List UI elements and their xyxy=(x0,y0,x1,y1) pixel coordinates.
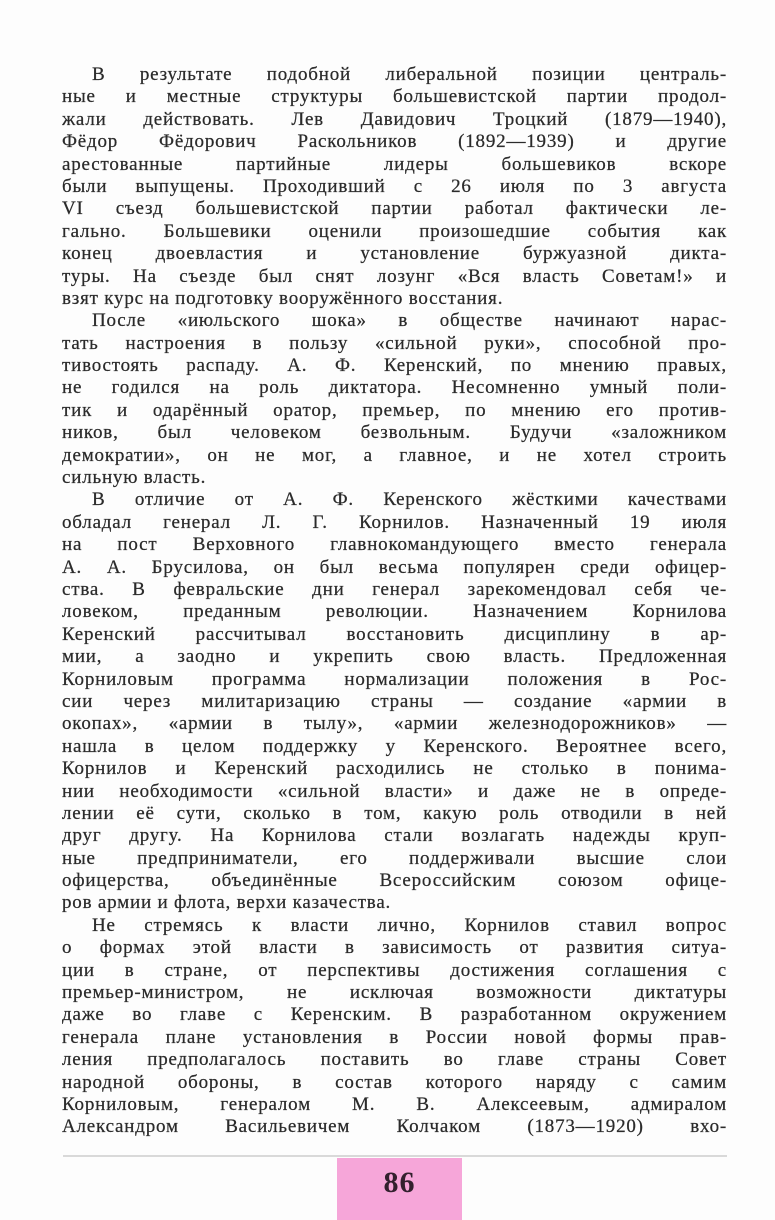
text-line: гально. Большевики оценили произошедшие события как xyxy=(62,220,727,242)
footer-divider xyxy=(63,1155,727,1157)
text-line: ные предприниматели, его поддерживали высшие слои xyxy=(62,847,727,869)
text-line: VI съезд большевистской партии работал фактически ле- xyxy=(62,198,727,220)
text-line: ловеком, преданным революции. Назначением Корнилова xyxy=(62,601,727,623)
text-line: ции в стране, от перспективы достижения соглашения с xyxy=(62,959,727,981)
text-line: лении её сути, сколько в том, какую роль отводили в ней xyxy=(62,802,727,824)
text-line: были выпущены. Проходивший с 26 июля по 3 августа xyxy=(62,175,727,197)
text-line: Керенский рассчитывал восстановить дисциплину в ар- xyxy=(62,623,727,645)
text-line: тивостоять распаду. А. Ф. Керенский, по мнению правых, xyxy=(62,355,727,377)
text-line: даже во главе с Керенским. В разработанном окружением xyxy=(62,1004,727,1026)
text-line: А. А. Брусилова, он был весьма популярен среди офицер- xyxy=(62,556,727,578)
text-line: офицерства, объединённые Всероссийским союзом офице- xyxy=(62,870,727,892)
text-line: ства. В февральские дни генерал зарекомендовал себя че- xyxy=(62,578,727,600)
paragraph xyxy=(62,489,727,914)
text-line: на пост Верховного главнокомандующего вместо генерала xyxy=(62,534,727,556)
body-text-block xyxy=(62,64,727,1139)
text-line: демократии», он не мог, а главное, и не хотел строить xyxy=(62,444,727,466)
page-number: 86 xyxy=(383,1166,416,1199)
text-line: сии через милитаризацию страны — создание «армии в xyxy=(62,690,727,712)
paragraph xyxy=(62,915,727,1139)
text-line: ные и местные структуры большевистской партии продол- xyxy=(62,86,727,108)
text-line: нашла в целом поддержку у Керенского. Вероятнее всего, xyxy=(62,735,727,757)
text-line: друг другу. На Корнилова стали возлагать надежды круп- xyxy=(62,825,727,847)
text-line: Корнилов и Керенский расходились не столько в понима- xyxy=(62,758,727,780)
text-line: ров армии и флота, верхи казачества. xyxy=(62,892,392,914)
text-line: взят курс на подготовку вооружённого восстания. xyxy=(62,287,504,309)
text-line: арестованные партийные лидеры большевиков вскоре xyxy=(62,153,727,175)
text-line: ления предполагалось поставить во главе страны Совет xyxy=(62,1049,727,1071)
text-line: обладал генерал Л. Г. Корнилов. Назначенный 19 июля xyxy=(62,511,727,533)
text-line: тик и одарённый оратор, премьер, по мнению его против- xyxy=(62,399,727,421)
text-line: ников, был человеком безвольным. Будучи «заложником xyxy=(62,422,727,444)
text-line: нии необходимости «сильной власти» и даже не в опреде- xyxy=(62,780,727,802)
paragraph xyxy=(62,310,727,489)
text-line: Корниловым, генералом М. В. Алексеевым, адмиралом xyxy=(62,1093,727,1115)
text-line: После «июльского шока» в обществе начинают нарас- xyxy=(92,310,727,332)
text-line: народной обороны, в состав которого наряду с самим xyxy=(62,1071,727,1093)
text-line: мии, а заодно и укрепить свою власть. Предложенная xyxy=(62,646,727,668)
text-line: Не стремясь к власти лично, Корнилов ставил вопрос xyxy=(92,914,727,936)
text-line: не годился на роль диктатора. Несомненно умный поли- xyxy=(62,377,727,399)
text-line: туры. На съезде был снят лозунг «Вся власть Советам!» и xyxy=(62,265,727,287)
text-line: Фёдор Фёдорович Раскольников (1892—1939) и другие xyxy=(62,131,727,153)
text-line: В отличие от А. Ф. Керенского жёсткими качествами xyxy=(92,489,727,511)
page-number-box xyxy=(337,1158,462,1220)
text-line: Александром Васильевичем Колчаком (1873—1920) вхо- xyxy=(62,1116,727,1138)
text-line: тать настроения в пользу «сильной руки», способной про- xyxy=(62,332,727,354)
text-line: сильную власть. xyxy=(62,467,207,489)
text-line: генерала плане установления в России новой формы прав- xyxy=(62,1026,727,1048)
text-line: Корниловым программа нормализации положения в Рос- xyxy=(62,668,727,690)
text-line: конец двоевластия и установление буржуазной дикта- xyxy=(62,243,727,265)
text-line: премьер-министром, не исключая возможности диктатуры xyxy=(62,982,727,1004)
text-line: окопах», «армии в тылу», «армии железнодорожников» — xyxy=(62,713,727,735)
text-line: о формах этой власти в зависимость от развития ситуа- xyxy=(62,937,727,959)
text-line: жали действовать. Лев Давидович Троцкий (1879—1940), xyxy=(62,108,727,130)
text-line: В результате подобной либеральной позиции централь- xyxy=(92,64,727,85)
paragraph xyxy=(62,64,727,310)
